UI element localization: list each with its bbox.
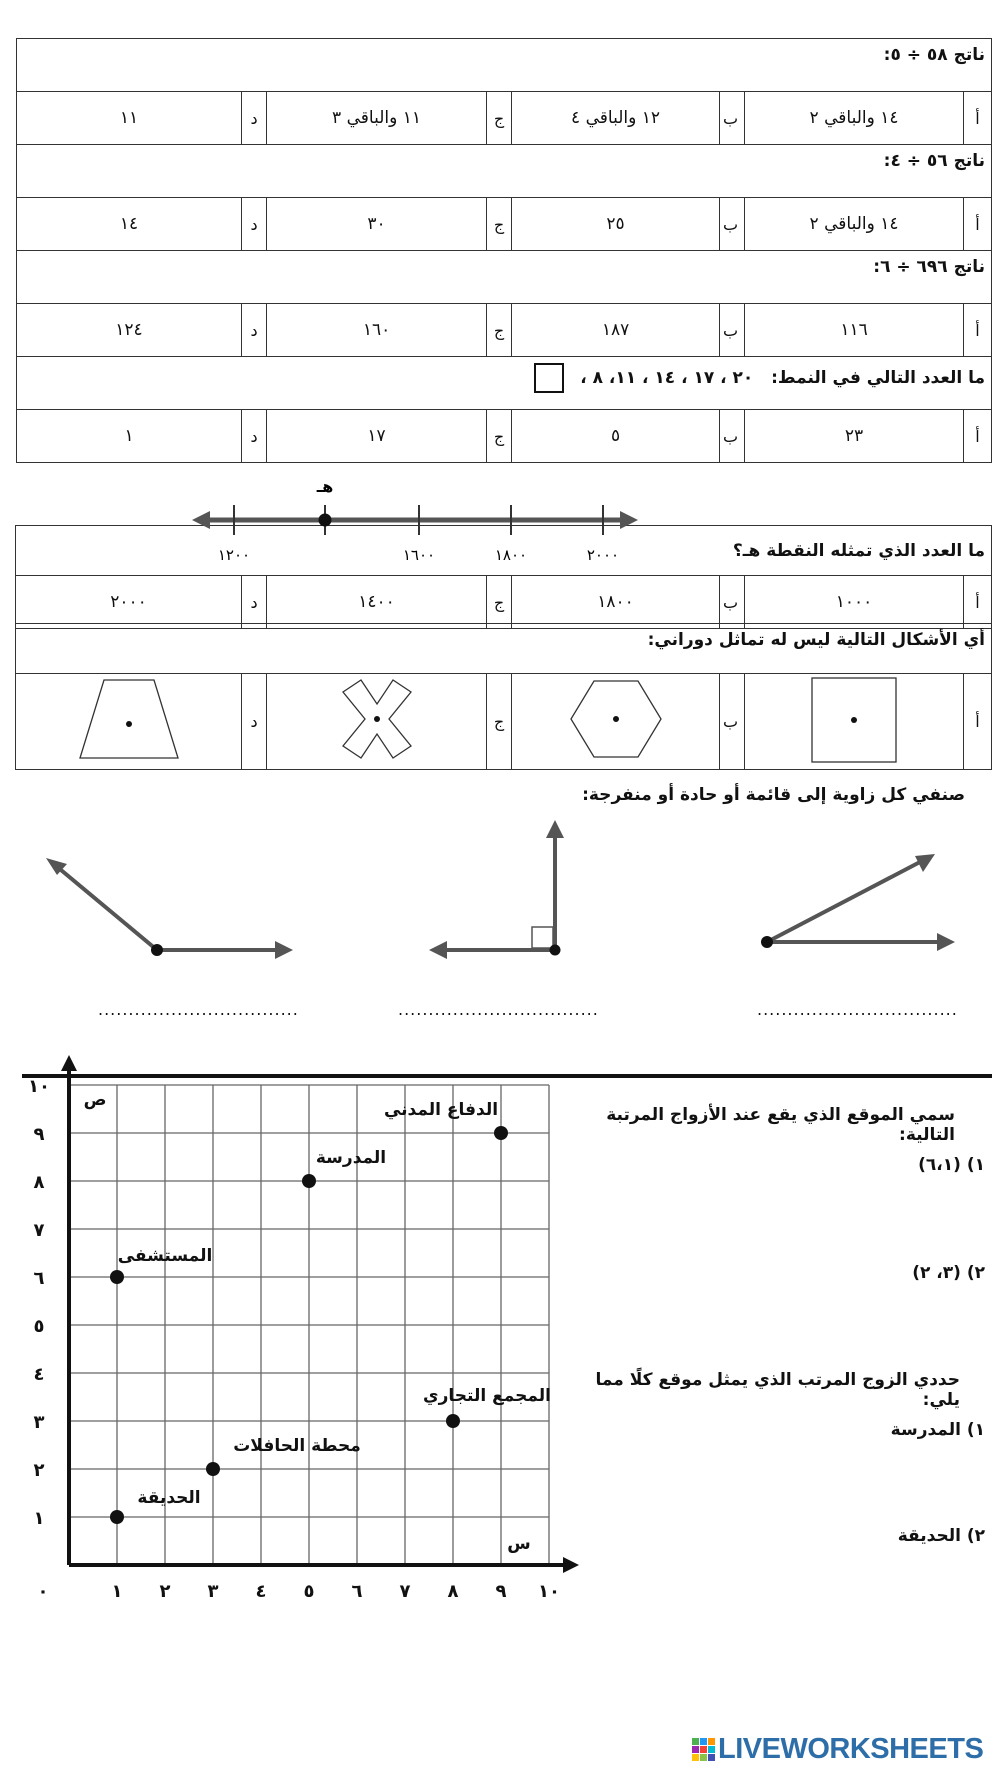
data-point (206, 1462, 220, 1476)
y-tick-label: ٦ (33, 1268, 45, 1289)
option-letter: أ (964, 92, 992, 145)
x-tick-label: ٨ (447, 1581, 459, 1602)
acute-angle (755, 840, 960, 950)
vertex (761, 936, 773, 948)
left-arrow-icon (192, 511, 210, 529)
option-b[interactable]: ١٨٧ (512, 304, 720, 357)
x-tick-label: ٢ (159, 1581, 171, 1602)
brand-logo (692, 1733, 983, 1766)
answer-box[interactable] (534, 363, 564, 393)
option-letter: ج (487, 674, 512, 770)
point-label: هـ (316, 477, 334, 496)
y-tick-label: ١ (33, 1508, 45, 1529)
question-stem-text: ما العدد التالي في النمط: (771, 368, 986, 388)
number-line (190, 470, 650, 565)
y-tick-label: ٩ (33, 1124, 45, 1145)
mcq-table (16, 38, 992, 463)
option-letter: ب (720, 410, 745, 463)
answer-blank[interactable]: ................................. (98, 1000, 299, 1019)
option-a[interactable] (745, 674, 964, 770)
angles-instruction: صنفي كل زاوية إلى قائمة أو حادة أو منفرجة: (582, 785, 965, 805)
y-tick-label: ٤ (33, 1364, 45, 1385)
option-letter: ج (487, 92, 512, 145)
y-tick-label: ٢ (33, 1460, 45, 1481)
square-icon (804, 674, 904, 764)
arrow-icon (275, 941, 293, 959)
cross-icon (327, 674, 427, 764)
question-row (17, 251, 992, 304)
question-stem: ما العدد الذي تمثله النقطة هـ؟ (16, 526, 992, 576)
arrow-icon (546, 820, 564, 838)
question-stem: ناتج ٥٨ ÷ ٥: (17, 39, 992, 92)
option-b[interactable]: ١٨٠٠ (512, 576, 720, 629)
y-tick-label: ٧ (33, 1220, 45, 1241)
liveworksheets-logo-icon (692, 1738, 716, 1762)
option-letter: د (242, 198, 267, 251)
option-letter: د (242, 410, 267, 463)
place-name: ١) المدرسة (890, 1420, 985, 1440)
option-letter: أ (964, 304, 992, 357)
option-d[interactable]: ١ (17, 410, 242, 463)
ordered-pair: ٢) (٣، ٢) (912, 1263, 985, 1283)
coordinate-grid (15, 1076, 560, 1605)
question-row (17, 145, 992, 198)
option-a[interactable]: ١١٦ (745, 304, 964, 357)
option-letter: ج (487, 576, 512, 629)
options-row (17, 198, 992, 251)
vertex (550, 945, 561, 956)
option-letter: ب (720, 304, 745, 357)
options-row (16, 674, 992, 770)
right-angle-marker (532, 927, 553, 948)
symmetry-table (15, 623, 992, 770)
point-label: المدرسة (315, 1148, 387, 1168)
x-tick-label: ١ (111, 1581, 123, 1602)
option-c[interactable]: ١١ والباقي ٣ (267, 92, 487, 145)
option-letter: ج (487, 410, 512, 463)
tick-label: ١٢٠٠ (217, 546, 251, 564)
x-axis-arrow-icon (563, 1557, 579, 1573)
tick-label: ٢٠٠٠ (586, 546, 620, 564)
answer-blank[interactable]: ................................. (757, 1000, 958, 1019)
options-row (17, 304, 992, 357)
x-tick-label: ٣ (207, 1581, 219, 1602)
options-row (17, 410, 992, 463)
y-axis-label: ص (83, 1090, 107, 1110)
data-point (302, 1174, 316, 1188)
option-letter: ب (720, 674, 745, 770)
data-point (446, 1414, 460, 1428)
option-c[interactable]: ١٤٠٠ (267, 576, 487, 629)
data-point (110, 1270, 124, 1284)
option-d[interactable] (16, 674, 242, 770)
x-tick-label: ٥ (303, 1581, 315, 1602)
option-b[interactable]: ٥ (512, 410, 720, 463)
arrow-icon (429, 941, 447, 959)
option-c[interactable] (267, 674, 487, 770)
option-d[interactable]: ١٤ (17, 198, 242, 251)
right-angle (425, 815, 575, 965)
x-tick-label: ١٠ (538, 1581, 560, 1602)
option-d[interactable]: ١١ (17, 92, 242, 145)
option-a[interactable]: ١٤ والباقي ٢ (745, 198, 964, 251)
point-h (319, 514, 332, 527)
option-b[interactable]: ٢٥ (512, 198, 720, 251)
brand-name: LIVEWORKSHEETS (718, 1733, 984, 1765)
question-row (17, 39, 992, 92)
point-label: المجمع التجاري (423, 1386, 551, 1406)
ordered-pair: ١) (٦،١) (918, 1155, 985, 1175)
option-d[interactable]: ١٢٤ (17, 304, 242, 357)
x-tick-label: ٠ (37, 1581, 49, 1602)
option-letter: ب (720, 92, 745, 145)
arrow-icon (937, 933, 955, 951)
options-row (17, 92, 992, 145)
point-label: الحديقة (137, 1488, 201, 1508)
question-stem: ناتج ٦٩٦ ÷ ٦: (17, 251, 992, 304)
options-row (16, 576, 992, 629)
pattern-sequence: ٢٠ ، ١٧ ، ١٤ ، ١١، ٨ ، (580, 368, 754, 388)
point-label: المستشفى (117, 1246, 213, 1266)
question-stem: أي الأشكال التالية ليس له تماثل دوراني: (16, 624, 992, 674)
y-tick-label: ٨ (33, 1172, 45, 1193)
option-letter: أ (964, 674, 992, 770)
point-label: محطة الحافلات (233, 1436, 361, 1456)
option-letter: د (242, 92, 267, 145)
y-tick-label: ١٠ (28, 1076, 50, 1097)
option-letter: أ (964, 410, 992, 463)
tick-label: ١٦٠٠ (402, 546, 436, 564)
option-c[interactable]: ١٧ (267, 410, 487, 463)
question-stem (17, 357, 992, 410)
y-tick-label: ٥ (33, 1316, 45, 1337)
option-b[interactable] (512, 674, 720, 770)
option-letter: ب (720, 198, 745, 251)
question-title: حددي الزوج المرتب الذي يمثل موقع كلًا مما يلي: (595, 1370, 960, 1410)
point-label: الدفاع المدني (383, 1100, 499, 1120)
y-tick-label: ٣ (33, 1412, 45, 1433)
option-a[interactable]: ٢٣ (745, 410, 964, 463)
right-arrow-icon (620, 511, 638, 529)
trapezoid-icon (74, 674, 184, 764)
x-tick-label: ٦ (351, 1581, 363, 1602)
option-letter: د (242, 674, 267, 770)
option-letter: أ (964, 576, 992, 629)
option-letter: ج (487, 198, 512, 251)
option-letter: أ (964, 198, 992, 251)
option-a[interactable]: ١٠٠٠ (745, 576, 964, 629)
data-point (494, 1126, 508, 1140)
angle-ray (767, 862, 920, 942)
question-row (17, 357, 992, 410)
angle-ray (55, 865, 157, 950)
data-point (110, 1510, 124, 1524)
option-letter: ب (720, 576, 745, 629)
question-stem: ناتج ٥٦ ÷ ٤: (17, 145, 992, 198)
section-divider (22, 1074, 992, 1078)
option-c[interactable]: ١٦٠ (267, 304, 487, 357)
question-row (16, 624, 992, 674)
option-c[interactable]: ٣٠ (267, 198, 487, 251)
place-name: ٢) الحديقة (897, 1526, 985, 1546)
option-letter: د (242, 304, 267, 357)
vertex (151, 944, 163, 956)
option-letter: ج (487, 304, 512, 357)
hexagon-icon (566, 674, 666, 764)
option-a[interactable]: ١٤ والباقي ٢ (745, 92, 964, 145)
option-letter: د (242, 576, 267, 629)
option-b[interactable]: ١٢ والباقي ٤ (512, 92, 720, 145)
question-title: سمي الموقع الذي يقع عند الأزواج المرتبة التالية: (606, 1105, 955, 1145)
x-tick-label: ٧ (399, 1581, 411, 1602)
answer-blank[interactable]: ................................. (398, 1000, 599, 1019)
x-tick-label: ٤ (255, 1581, 267, 1602)
y-axis-arrow-icon (61, 1055, 77, 1071)
option-d[interactable]: ٢٠٠٠ (16, 576, 242, 629)
tick-label: ١٨٠٠ (494, 546, 528, 564)
x-tick-label: ٩ (495, 1581, 507, 1602)
x-axis-label: س (507, 1534, 531, 1554)
obtuse-angle (40, 820, 300, 970)
